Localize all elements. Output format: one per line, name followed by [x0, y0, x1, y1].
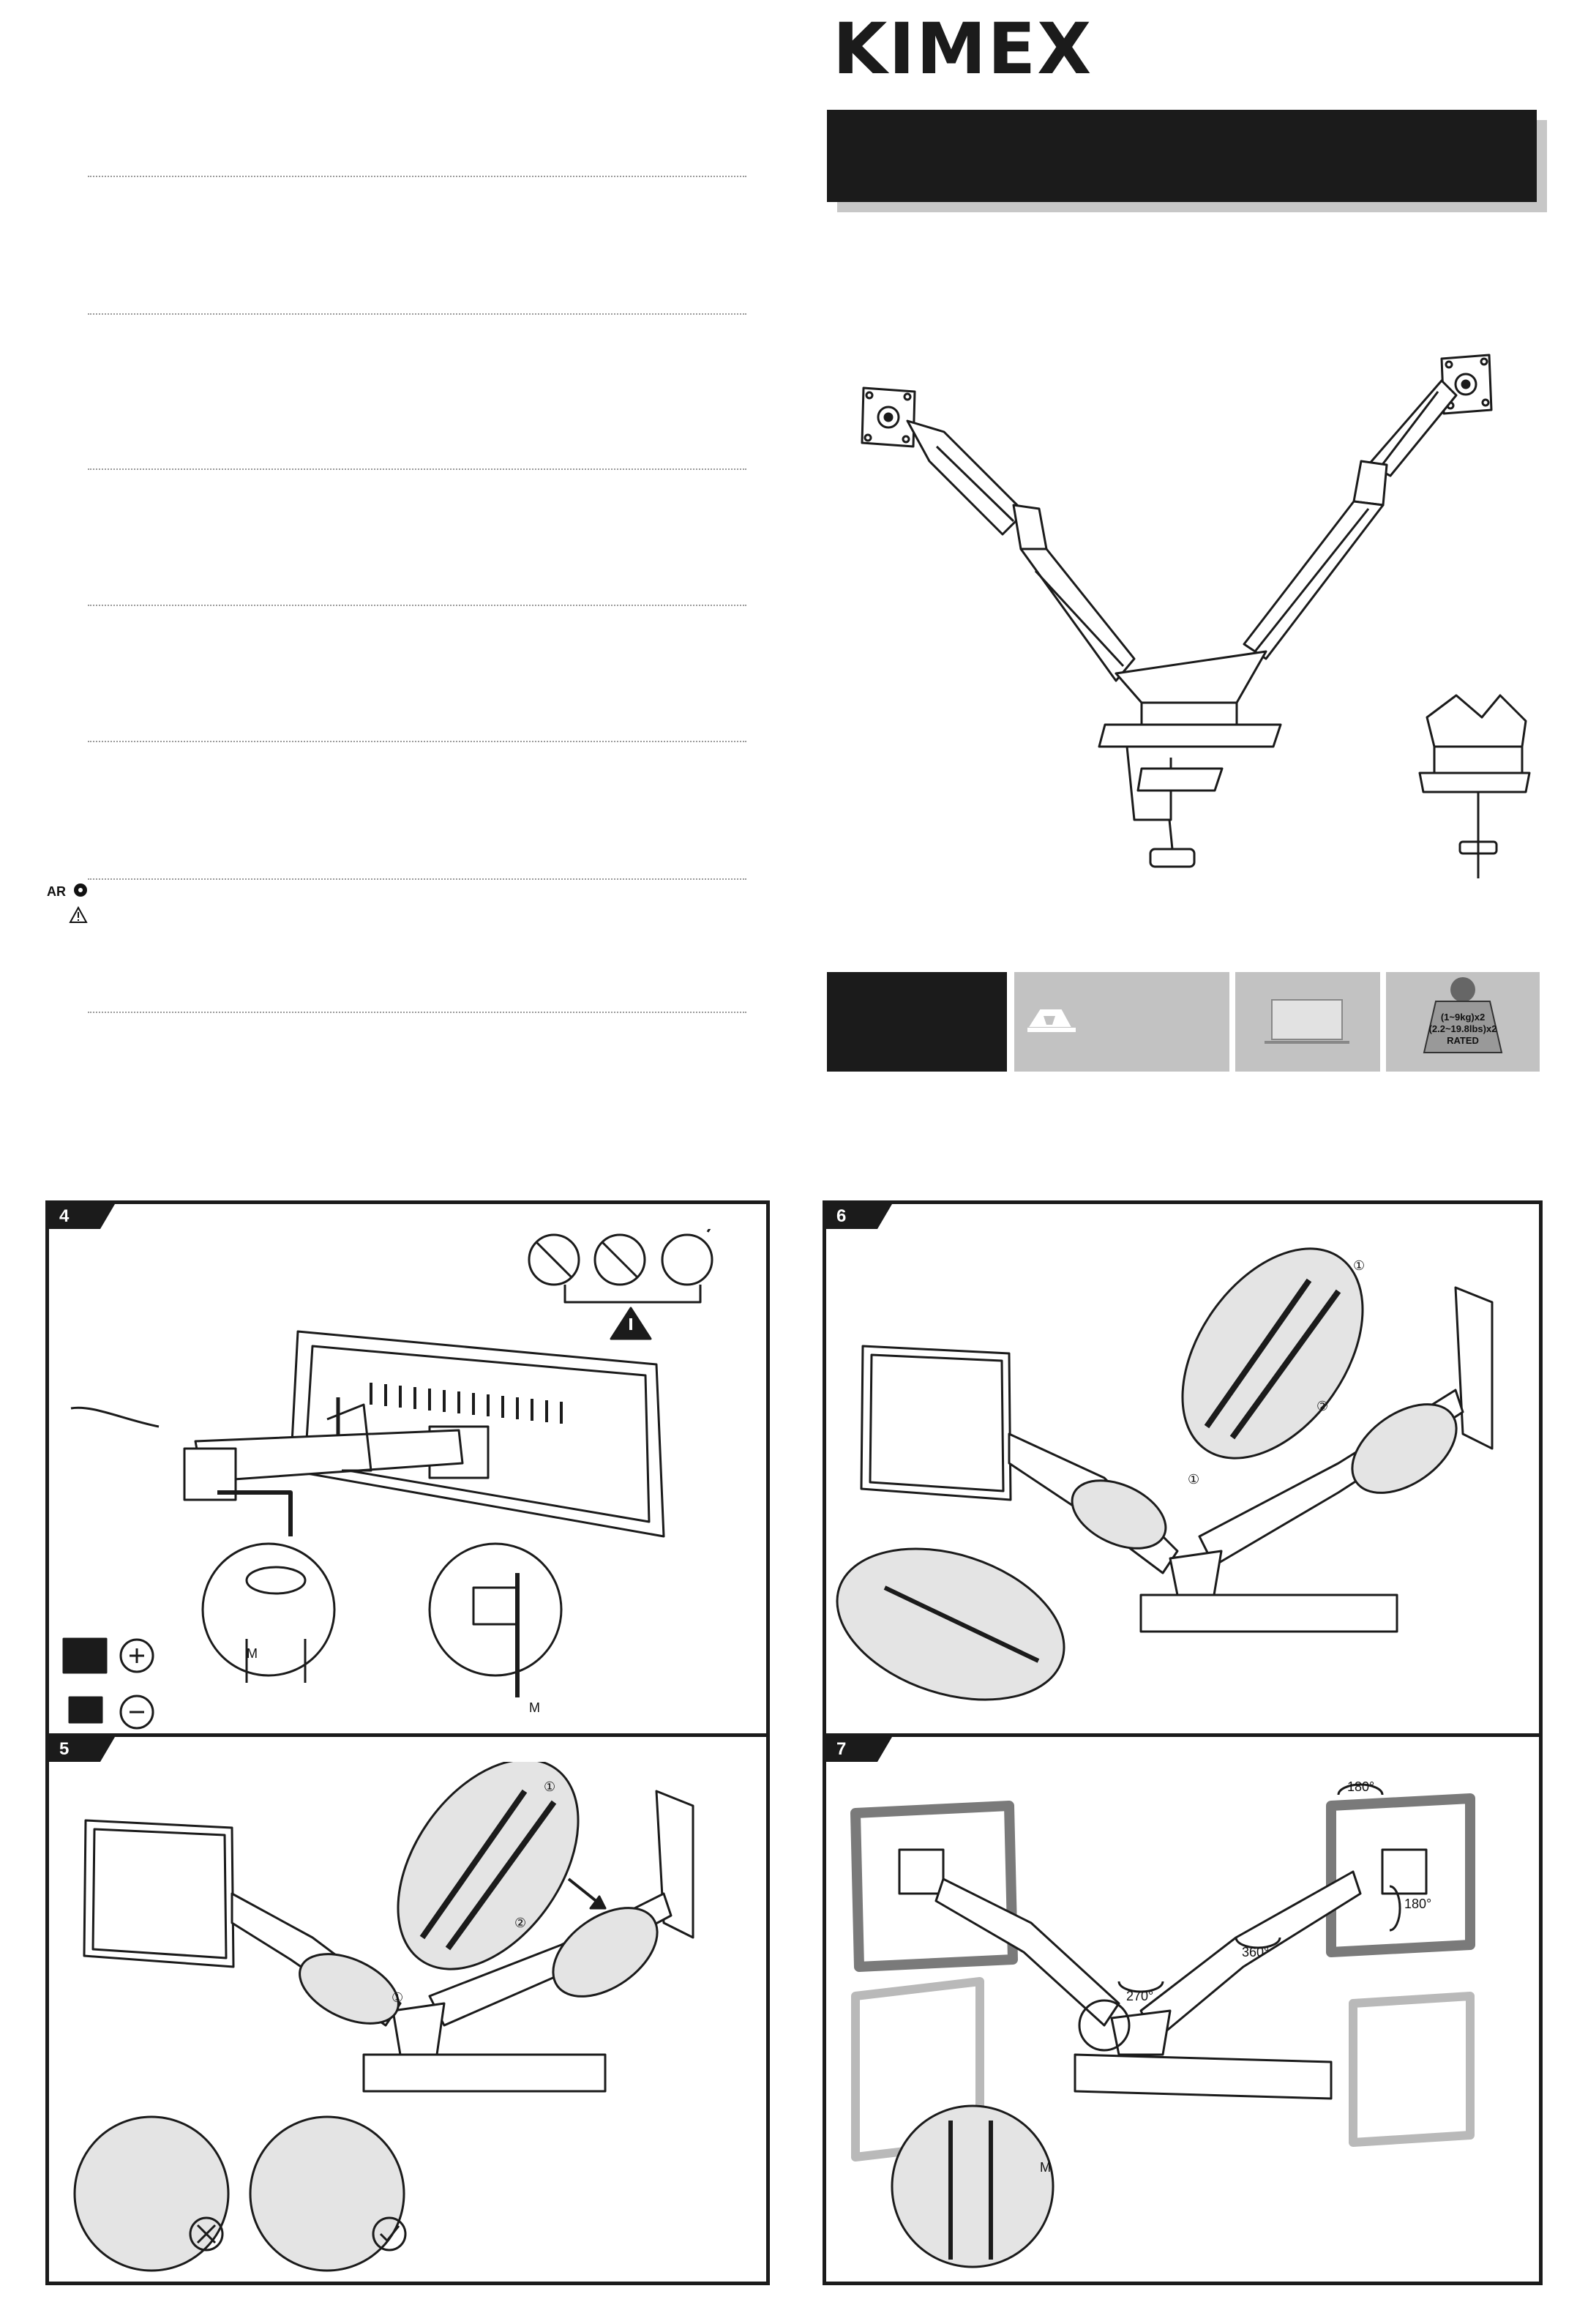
- dotted-rule: [88, 605, 746, 606]
- spec-desk-thickness: [1014, 972, 1229, 1072]
- spec-label-block: [827, 972, 1007, 1072]
- dotted-rule: [88, 1012, 746, 1013]
- ar-label: AR: [47, 883, 66, 899]
- vesa-plate-left: [862, 388, 915, 447]
- settings-icon: [70, 881, 91, 903]
- step5-circle-2: ②: [514, 1916, 527, 1930]
- step-panel-7: [823, 1733, 1543, 2285]
- product-illustration: [827, 351, 1537, 908]
- step-number: 5: [59, 1739, 70, 1759]
- step7-illustration: [826, 1762, 1539, 2282]
- dotted-rule: [88, 468, 746, 470]
- step4-illustration: [49, 1229, 766, 1738]
- rotate-side-label: 180°: [1404, 1897, 1432, 1911]
- step-panel-4: [45, 1200, 770, 1742]
- step6-circle-2: ②: [1316, 1399, 1329, 1413]
- dotted-rule: [88, 313, 746, 315]
- dotted-rule: [88, 741, 746, 742]
- step-number: 4: [59, 1206, 70, 1226]
- step-number: 6: [836, 1206, 847, 1226]
- step-number: 7: [836, 1739, 847, 1759]
- step-panel-6: [823, 1200, 1543, 1742]
- dotted-rule: [88, 176, 746, 177]
- step6-circle-1b: ①: [1188, 1472, 1200, 1487]
- desk-clamp-icon: [1014, 972, 1229, 1072]
- ar-warning: [47, 881, 91, 903]
- weight-line2: (2.2~19.8lbs)x2: [1428, 1023, 1497, 1034]
- title-bar: [827, 110, 1537, 202]
- step5-illustration: [49, 1762, 766, 2282]
- weight-line1: (1~9kg)x2: [1440, 1012, 1486, 1023]
- brand-logo: [833, 10, 1213, 83]
- rotate-top-label: 180°: [1347, 1779, 1375, 1794]
- step5-circle-1b: ①: [392, 1990, 404, 2005]
- rotate-arm-label: 360°: [1242, 1945, 1270, 1959]
- weight-line3: RATED: [1447, 1035, 1479, 1046]
- step6-illustration: [826, 1229, 1539, 1738]
- brand-logo-text: KIMEX: [833, 10, 1093, 83]
- weight-icon: [1386, 972, 1540, 1072]
- tool-label-2: M: [529, 1700, 540, 1715]
- step6-circle-1: ①: [1353, 1258, 1366, 1273]
- tool-label: M: [247, 1646, 258, 1661]
- spec-weight: [1386, 972, 1540, 1072]
- step5-circle-1: ①: [544, 1779, 556, 1794]
- step7-tool-label: M: [1040, 2160, 1051, 2175]
- step-panel-5: [45, 1733, 770, 2285]
- screen-icon: [1235, 972, 1380, 1072]
- rotate-base-label: 270°: [1126, 1989, 1154, 2003]
- dotted-rule: [88, 878, 746, 880]
- warning-icon: [69, 906, 88, 924]
- spec-screen-size: [1235, 972, 1380, 1072]
